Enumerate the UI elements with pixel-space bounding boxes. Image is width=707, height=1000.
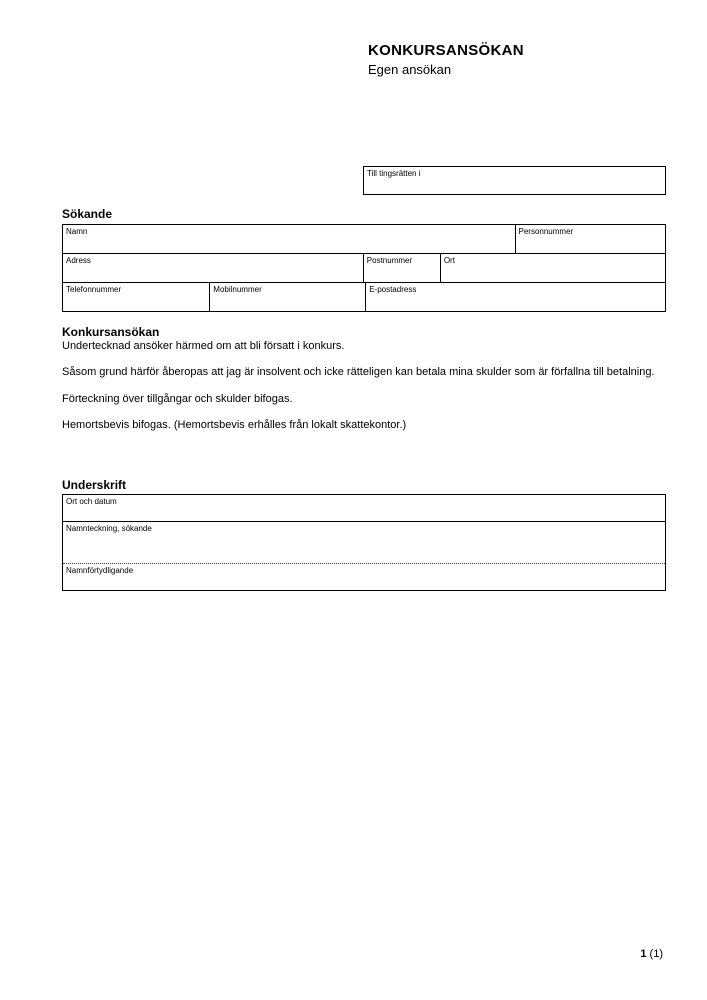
- signature-table: [62, 494, 666, 591]
- page-number-total: (1): [649, 948, 663, 960]
- application-section-heading: Konkursansökan: [62, 325, 160, 339]
- application-paragraph: Förteckning över tillgångar och skulder bifogas.: [62, 392, 293, 405]
- namnfortydligande-label: Namnförtydligande: [66, 566, 134, 575]
- court-field[interactable]: [363, 166, 666, 195]
- adress-field[interactable]: [63, 254, 363, 282]
- applicant-row-3: [63, 282, 665, 311]
- applicant-table: [62, 224, 666, 312]
- namn-label: Namn: [66, 227, 88, 236]
- adress-label: Adress: [66, 256, 91, 265]
- ort-field[interactable]: [440, 254, 665, 282]
- application-paragraph: Såsom grund härför åberopas att jag är insolvent och icke rätteligen kan betala mina skulder som är förfallna till betalning.: [62, 366, 655, 378]
- namn-field[interactable]: [63, 225, 515, 253]
- namnfortydligande-field[interactable]: [63, 563, 665, 590]
- namnteckning-field[interactable]: [63, 521, 665, 563]
- applicant-section-heading: Sökande: [62, 207, 113, 221]
- page-number-current: 1: [640, 948, 647, 960]
- epostadress-label: E-postadress: [369, 285, 417, 294]
- mobilnummer-field[interactable]: [209, 283, 365, 311]
- personnummer-field[interactable]: [515, 225, 666, 253]
- page-number: [640, 948, 663, 960]
- postnummer-label: Postnummer: [366, 256, 413, 265]
- applicant-row-1: [63, 225, 665, 253]
- application-paragraph: Hemortsbevis bifogas. (Hemortsbevis erhålles från lokalt skattekontor.): [62, 419, 407, 431]
- court-field-label: Till tingsrätten i: [367, 169, 421, 178]
- mobilnummer-label: Mobilnummer: [213, 285, 262, 294]
- form-subtitle: Egen ansökan: [368, 62, 452, 77]
- form-title: KONKURSANSÖKAN: [368, 42, 524, 59]
- telefonnummer-label: Telefonnummer: [66, 285, 122, 294]
- application-paragraph: Undertecknad ansöker härmed om att bli försatt i konkurs.: [62, 339, 345, 352]
- epostadress-field[interactable]: [365, 283, 665, 311]
- postnummer-field[interactable]: [363, 254, 440, 282]
- telefonnummer-field[interactable]: [63, 283, 209, 311]
- application-text-block: [62, 326, 670, 433]
- signature-section-heading: Underskrift: [62, 478, 127, 492]
- ort-label: Ort: [443, 256, 455, 265]
- ort-och-datum-field[interactable]: [63, 495, 665, 521]
- applicant-row-2: [63, 253, 665, 282]
- ort-och-datum-label: Ort och datum: [66, 497, 117, 506]
- title-block: [368, 42, 524, 77]
- personnummer-label: Personnummer: [518, 227, 574, 236]
- namnteckning-label: Namnteckning, sökande: [66, 524, 152, 533]
